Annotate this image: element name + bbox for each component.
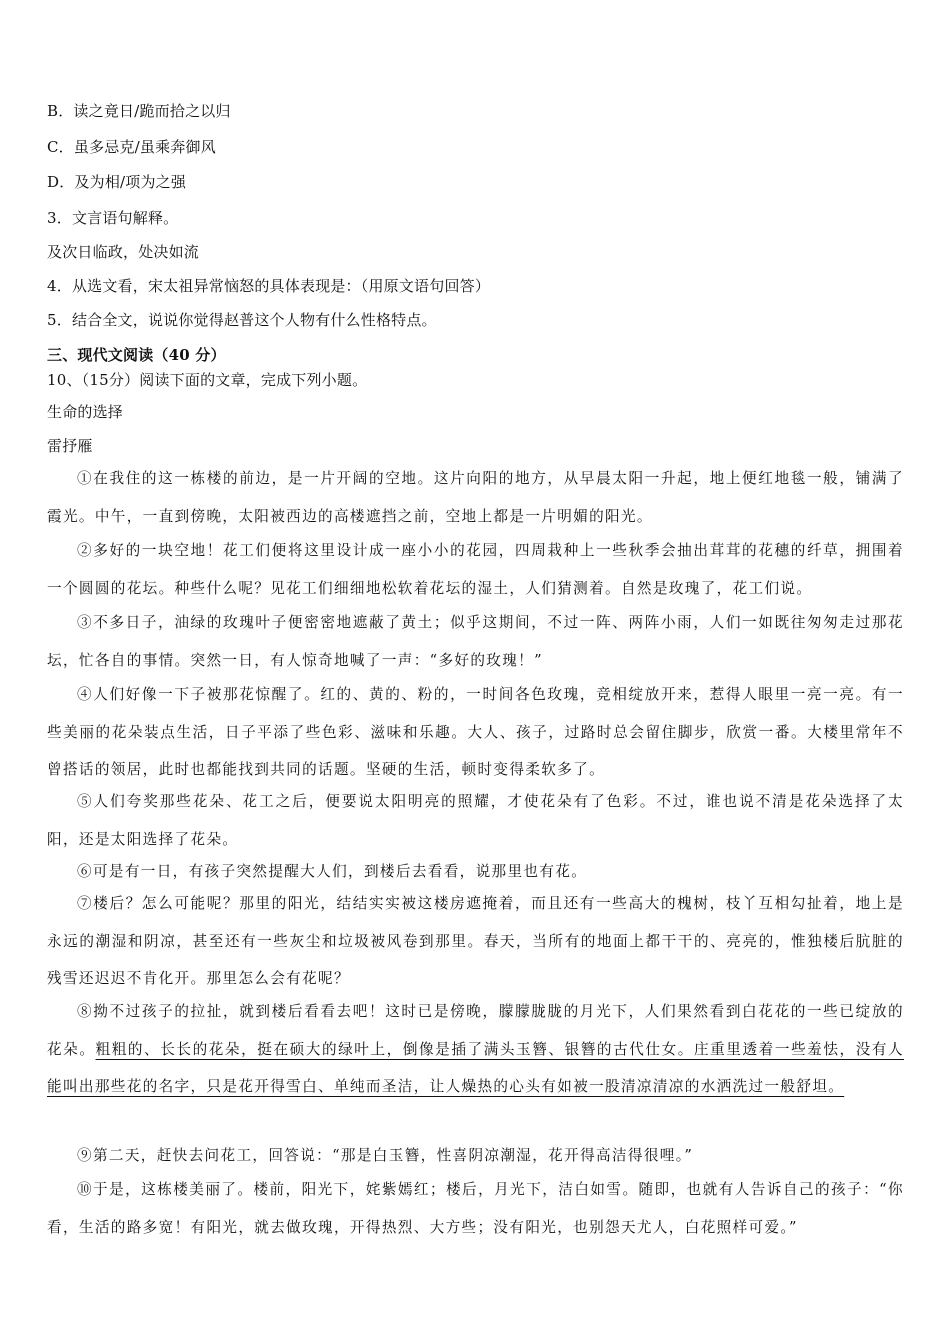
paragraph-1: ①在我住的这一栋楼的前边，是一片开阔的空地。这片向阳的地方，从早晨太阳一升起，地上便红地毯一般，铺满了霞光。中午，一直到傍晚，太阳被西边的高楼遮挡之前，空地上都是一片明媚的阳光。 [47,470,904,525]
article-author: 雷抒雁 [47,437,93,455]
paragraph-8-underlined: 粗粗的、长长的花朵，挺在硕大的绿叶上，倒像是插了满头玉簪、银簪的古代仕女。庄重里透着一些羞怯，没有人能叫出那些花的名字，只是花开得雪白、单纯而圣洁，让人燥热的心头有如被一股清凉清凉的水洒洗过一般舒坦。 [47,1040,904,1095]
question-3: 3．文言语句解释。 [47,209,179,227]
option-c: C．虽多忌克/虽乘奔御风 [47,138,216,156]
question-10-intro: 10、（15分）阅读下面的文章，完成下列小题。 [47,371,368,389]
question-5: 5．结合全文，说说你觉得赵普这个人物有什么性格特点。 [47,311,437,329]
paragraph-7: ⑦楼后？怎么可能呢？那里的阳光，结结实实被这楼房遮掩着，而且还有一些高大的槐树，枝丫互相勾扯着，地上是永远的潮湿和阴凉，甚至还有一些灰尘和垃圾被风卷到那里。春天，当所有的地面上都干干的、亮亮的，惟独楼后肮脏的残雪还迟迟不肯化开。那里怎么会有花呢？ [47,895,904,987]
question-4: 4．从选文看，宋太祖异常恼怒的具体表现是：（用原文语句回答） [47,277,491,295]
paragraph-2: ②多好的一块空地！花工们便将这里设计成一座小小的花园，四周栽种上一些秋季会抽出茸茸的花穗的纤草，拥围着一个圆圆的花坛。种些什么呢？见花工们细细地松软着花坛的湿土，人们猜测着。自然是玫瑰了，花工们说。 [47,542,904,597]
paragraph-5: ⑤人们夸奖那些花朵、花工之后，便要说太阳明亮的照耀，才使花朵有了色彩。不过，谁也说不清是花朵选择了太阳，还是太阳选择了花朵。 [47,793,904,848]
paragraph-4: ④人们好像一下子被那花惊醒了。红的、黄的、粉的，一时间各色玫瑰，竞相绽放开来，惹得人眼里一亮一亮。有一些美丽的花朵装点生活，日子平添了些色彩、滋味和乐趣。大人、孩子，过路时总会留住脚步，欣赏一番。大楼里常年不曾搭话的领居，此时也都能找到共同的话题。坚硬的生活，顿时变得柔软多了。 [47,686,904,778]
section-heading: 三、现代文阅读（40 分） [47,346,226,364]
paragraph-8-text: ⑧拗不过孩子的拉扯，就到楼后看看去吧！这时已是傍晚，朦朦胧胧的月光下，人们果然看到白花花的一些已绽放的花朵。 [47,1003,904,1058]
option-b: B．读之竟日/跪而拾之以归 [47,102,231,120]
paragraph-8 [47,993,904,1106]
article-title: 生命的选择 [47,403,124,421]
paragraph-10: ⑩于是，这栋楼美丽了。楼前，阳光下，姹紫嫣红；楼后，月光下，洁白如雪。随即，也就有人告诉自己的孩子：“你看，生活的路多宽！有阳光，就去做玫瑰，开得热烈、大方些；没有阳光，也别怨天尤人，白花照样可爱。” [47,1181,904,1236]
paragraph-3: ③不多日子，油绿的玫瑰叶子便密密地遮蔽了黄土；似乎这期间，不过一阵、两阵小雨，人们一如既往匆匆走过那花坛，忙各自的事情。突然一日，有人惊奇地喊了一声：“多好的玫瑰！” [47,614,904,669]
paragraph-6: ⑥可是有一日，有孩子突然提醒大人们，到楼后去看看，说那里也有花。 [77,863,588,880]
paragraph-9: ⑨第二天，赶快去问花工，回答说：“那是白玉簪，性喜阴凉潮湿，花开得高洁得很哩。” [77,1147,694,1164]
question-3-sentence: 及次日临政，处决如流 [47,243,200,261]
option-d: D．及为相/项为之强 [47,173,187,191]
